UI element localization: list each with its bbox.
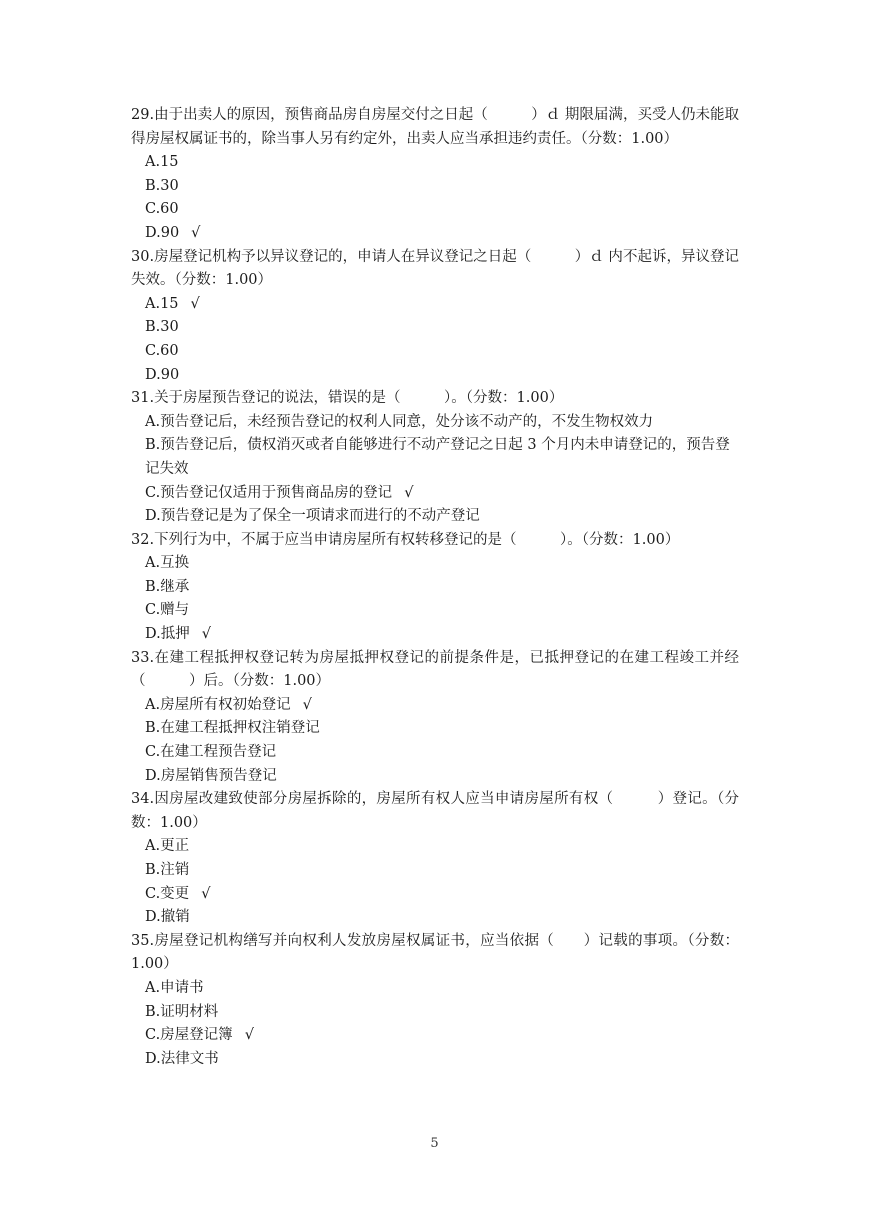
answer-option — [131, 765, 739, 789]
answer-option — [131, 883, 739, 907]
answer-option — [131, 316, 739, 340]
option-label: D.90 — [145, 366, 180, 383]
correct-check-icon: √ — [201, 885, 211, 902]
option-label: C.在建工程预告登记 — [145, 744, 277, 761]
question-number: 29. — [131, 107, 155, 123]
option-label: B.在建工程抵押权注销登记 — [145, 720, 320, 737]
question-text — [131, 788, 739, 835]
question-block — [131, 104, 739, 246]
option-label: C.赠与 — [145, 602, 190, 619]
option-label: D.房屋销售预告登记 — [145, 767, 277, 784]
question-block — [131, 387, 739, 529]
option-label: D.法律文书 — [145, 1050, 219, 1067]
option-label: A.15 — [145, 295, 179, 312]
question-block — [131, 788, 739, 930]
answer-option — [131, 1001, 739, 1025]
option-label: B.30 — [145, 177, 179, 194]
question-number: 31. — [131, 390, 155, 407]
option-label: B.继承 — [145, 578, 190, 595]
answer-option — [131, 411, 739, 435]
question-text — [131, 387, 739, 411]
answer-option — [131, 835, 739, 859]
answer-option — [131, 175, 739, 199]
option-label: B.30 — [145, 319, 179, 336]
question-stem: 因房屋改建致使部分房屋拆除的，房屋所有权人应当申请房屋所有权（ ）登记。（分数：1.00） — [131, 791, 739, 831]
correct-check-icon: √ — [404, 484, 414, 501]
question-block — [131, 246, 739, 388]
answer-option — [131, 599, 739, 623]
option-label: C.60 — [145, 342, 179, 359]
option-label: D.抵押 — [145, 626, 190, 643]
question-text — [131, 529, 739, 553]
option-label: D.撤销 — [145, 909, 190, 926]
question-block — [131, 930, 739, 1072]
question-number: 33. — [131, 649, 155, 666]
question-stem: 下列行为中，不属于应当申请房屋所有权转移登记的是（ ）。（分数：1.00） — [154, 531, 680, 548]
question-list — [131, 104, 739, 1071]
option-label: D.预告登记是为了保全一项请求而进行的不动产登记 — [145, 508, 480, 525]
answer-option — [131, 1024, 739, 1048]
option-label: C.60 — [145, 201, 179, 218]
answer-option — [131, 623, 739, 647]
answer-option — [131, 198, 739, 222]
question-stem: 房屋登记机构缮写并向权利人发放房屋权属证书，应当依据（ ）记载的事项。（分数：1.00） — [131, 932, 739, 973]
answer-option — [131, 364, 739, 388]
answer-option — [131, 552, 739, 576]
option-label: B.证明材料 — [145, 1003, 219, 1020]
option-label: A.房屋所有权初始登记 — [145, 696, 291, 713]
answer-option — [131, 1048, 739, 1072]
question-stem: 由于出卖人的原因，预售商品房自房屋交付之日起（ ）ｄ 期限届满，买受人仍未能取得房屋权属证书的，除当事人另有约定外，出卖人应当承担违约责任。（分数：1.00） — [131, 107, 739, 147]
question-text — [131, 246, 739, 293]
option-label: A.互换 — [145, 555, 190, 572]
option-label: C.变更 — [145, 885, 190, 902]
answer-option — [131, 741, 739, 765]
option-label: B.注销 — [145, 862, 190, 878]
answer-option — [131, 505, 739, 529]
option-label: A.更正 — [145, 838, 190, 855]
correct-check-icon: √ — [191, 224, 201, 241]
answer-option — [131, 151, 739, 175]
question-stem: 在建工程抵押权登记转为房屋抵押权登记的前提条件是，已抵押登记的在建工程竣工并经（ ）后。（分数：1.00） — [131, 649, 739, 690]
answer-option — [131, 222, 739, 246]
answer-option — [131, 293, 739, 317]
correct-check-icon: √ — [244, 1027, 254, 1044]
question-block — [131, 647, 739, 789]
answer-option — [131, 482, 739, 506]
correct-check-icon: √ — [201, 626, 211, 643]
question-number: 34. — [131, 791, 155, 808]
answer-option — [131, 717, 739, 741]
question-number: 32. — [131, 531, 155, 548]
answer-option — [131, 434, 739, 481]
answer-option — [131, 906, 739, 930]
question-stem: 关于房屋预告登记的说法，错误的是（ ）。（分数：1.00） — [154, 390, 564, 407]
question-text — [131, 930, 739, 977]
question-stem: 房屋登记机构予以异议登记的，申请人在异议登记之日起（ ）ｄ 内不起诉，异议登记失效。（分数：1.00） — [131, 248, 739, 289]
option-label: D.90 — [145, 224, 180, 241]
correct-check-icon: √ — [190, 295, 200, 312]
option-label: B.预告登记后，债权消灭或者自能够进行不动产登记之日起 3 个月内未申请登记的，预告登记失效 — [145, 437, 730, 477]
question-block — [131, 529, 739, 647]
option-label: A.15 — [145, 154, 179, 171]
answer-option — [131, 340, 739, 364]
answer-option — [131, 977, 739, 1001]
question-text — [131, 647, 739, 694]
question-text — [131, 104, 739, 151]
question-number: 35. — [131, 932, 155, 949]
answer-option — [131, 694, 739, 718]
option-label: C.房屋登记簿 — [145, 1027, 233, 1044]
answer-option — [131, 859, 739, 883]
option-label: A.申请书 — [145, 979, 204, 996]
question-number: 30. — [131, 248, 155, 265]
correct-check-icon: √ — [302, 696, 312, 713]
option-label: A.预告登记后，未经预告登记的权利人同意，处分该不动产的，不发生物权效力 — [145, 413, 654, 430]
option-label: C.预告登记仅适用于预售商品房的登记 — [145, 484, 393, 501]
answer-option — [131, 576, 739, 600]
page-number: 5 — [430, 1136, 439, 1151]
